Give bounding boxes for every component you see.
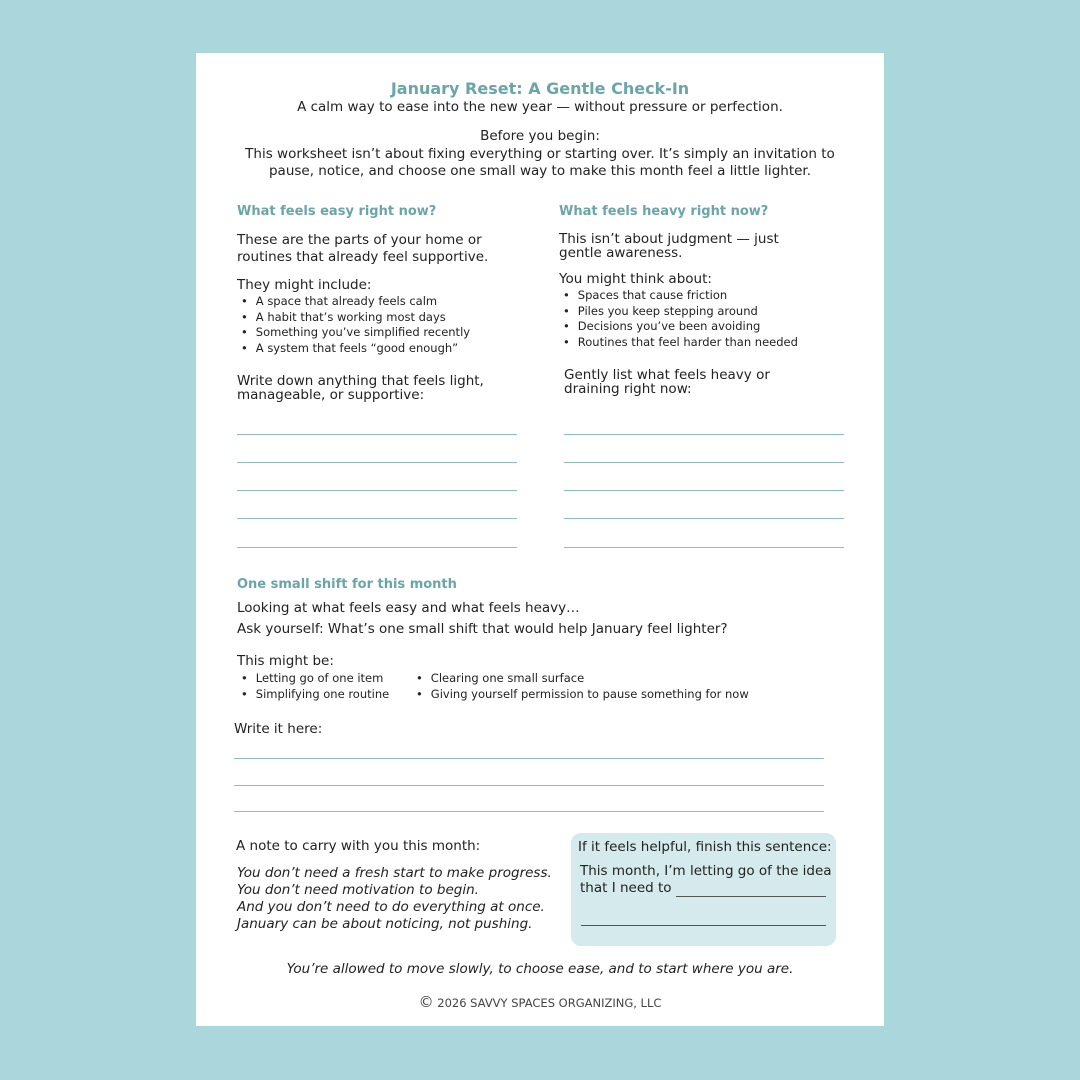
- easy-prompt: manageable, or supportive:: [237, 386, 425, 403]
- easy-write-line[interactable]: [237, 518, 517, 519]
- worksheet-page: [196, 53, 884, 1026]
- easy-lead: They might include:: [237, 277, 372, 293]
- list-item: • A system that feels “good enough”: [237, 341, 537, 357]
- shift-lead: This might be:: [237, 653, 334, 669]
- heavy-desc: gentle awareness.: [559, 245, 683, 261]
- note-lines: [237, 865, 552, 933]
- list-item: • Piles you keep stepping around: [559, 304, 859, 320]
- easy-heading: What feels easy right now?: [237, 204, 437, 219]
- sentence-line: that I need to: [580, 880, 672, 896]
- heavy-prompt: Gently list what feels heavy or: [564, 366, 770, 383]
- easy-write-line[interactable]: [237, 490, 517, 491]
- heavy-write-line[interactable]: [564, 434, 844, 435]
- heavy-desc: This isn’t about judgment — just: [559, 231, 779, 247]
- list-item: • Something you’ve simplified recently: [237, 325, 537, 341]
- easy-write-line[interactable]: [237, 434, 517, 435]
- list-item: • Decisions you’ve been avoiding: [559, 319, 859, 335]
- write-it-label: Write it here:: [234, 721, 323, 737]
- easy-prompt: Write down anything that feels light,: [237, 372, 484, 389]
- sentence-fill-line[interactable]: [676, 896, 826, 897]
- sentence-line: This month, I’m letting go of the idea: [580, 863, 832, 879]
- list-item: • Letting go of one item: [237, 671, 389, 687]
- subtitle: A calm way to ease into the new year — without pressure or perfection.: [297, 99, 783, 115]
- list-item: • Simplifying one routine: [237, 687, 389, 703]
- shift-write-line[interactable]: [234, 811, 824, 812]
- intro-heading: Before you begin:: [480, 128, 600, 144]
- heavy-heading: What feels heavy right now?: [559, 204, 769, 219]
- shift-write-line[interactable]: [234, 785, 824, 786]
- heavy-write-line[interactable]: [564, 547, 844, 548]
- intro-line: pause, notice, and choose one small way to make this month feel a little lighter.: [268, 163, 812, 179]
- heavy-write-line[interactable]: [564, 518, 844, 519]
- list-item: • Routines that feel harder than needed: [559, 335, 859, 351]
- shift-write-line[interactable]: [234, 758, 824, 759]
- easy-desc: routines that already feel supportive.: [237, 249, 489, 265]
- easy-write-line[interactable]: [237, 462, 517, 463]
- copyright-text: 2026 SAVVY SPACES ORGANIZING, LLC: [437, 996, 662, 1010]
- note-line: You don’t need motivation to begin.: [237, 882, 479, 898]
- note-line: And you don’t need to do everything at once.: [237, 899, 545, 915]
- heavy-write-line[interactable]: [564, 490, 844, 491]
- easy-desc: These are the parts of your home or: [237, 232, 482, 248]
- sentence-box: [571, 833, 836, 946]
- copyright-icon: ©: [418, 993, 434, 1011]
- shift-line: Ask yourself: What’s one small shift that would help January feel lighter?: [237, 621, 728, 637]
- list-item: • Giving yourself permission to pause something for now: [412, 687, 749, 703]
- shift-heading: One small shift for this month: [237, 577, 457, 592]
- easy-write-line[interactable]: [237, 547, 517, 548]
- intro-line: This worksheet isn’t about fixing everything or starting over. It’s simply an invitation to: [245, 146, 835, 162]
- note-heading: A note to carry with you this month:: [236, 838, 481, 854]
- list-item: • Clearing one small surface: [412, 671, 749, 687]
- note-line: You don’t need a fresh start to make progress.: [237, 865, 552, 881]
- heavy-section: [559, 204, 859, 396]
- shift-line: Looking at what feels easy and what feels heavy…: [237, 600, 580, 616]
- heavy-lead: You might think about:: [559, 271, 712, 287]
- heavy-prompt: draining right now:: [564, 380, 692, 397]
- list-item: • A space that already feels calm: [237, 294, 537, 310]
- note-line: January can be about noticing, not pushing.: [237, 916, 533, 932]
- list-item: • A habit that’s working most days: [237, 310, 537, 326]
- closing-line: You’re allowed to move slowly, to choose ease, and to start where you are.: [286, 961, 794, 977]
- sentence-fill-line[interactable]: [581, 925, 826, 926]
- easy-section: [237, 204, 537, 402]
- page-title: January Reset: A Gentle Check-In: [390, 79, 690, 98]
- heavy-write-line[interactable]: [564, 462, 844, 463]
- sentence-heading: If it feels helpful, finish this sentence:: [578, 839, 832, 855]
- list-item: • Spaces that cause friction: [559, 288, 859, 304]
- copyright: [196, 993, 884, 1011]
